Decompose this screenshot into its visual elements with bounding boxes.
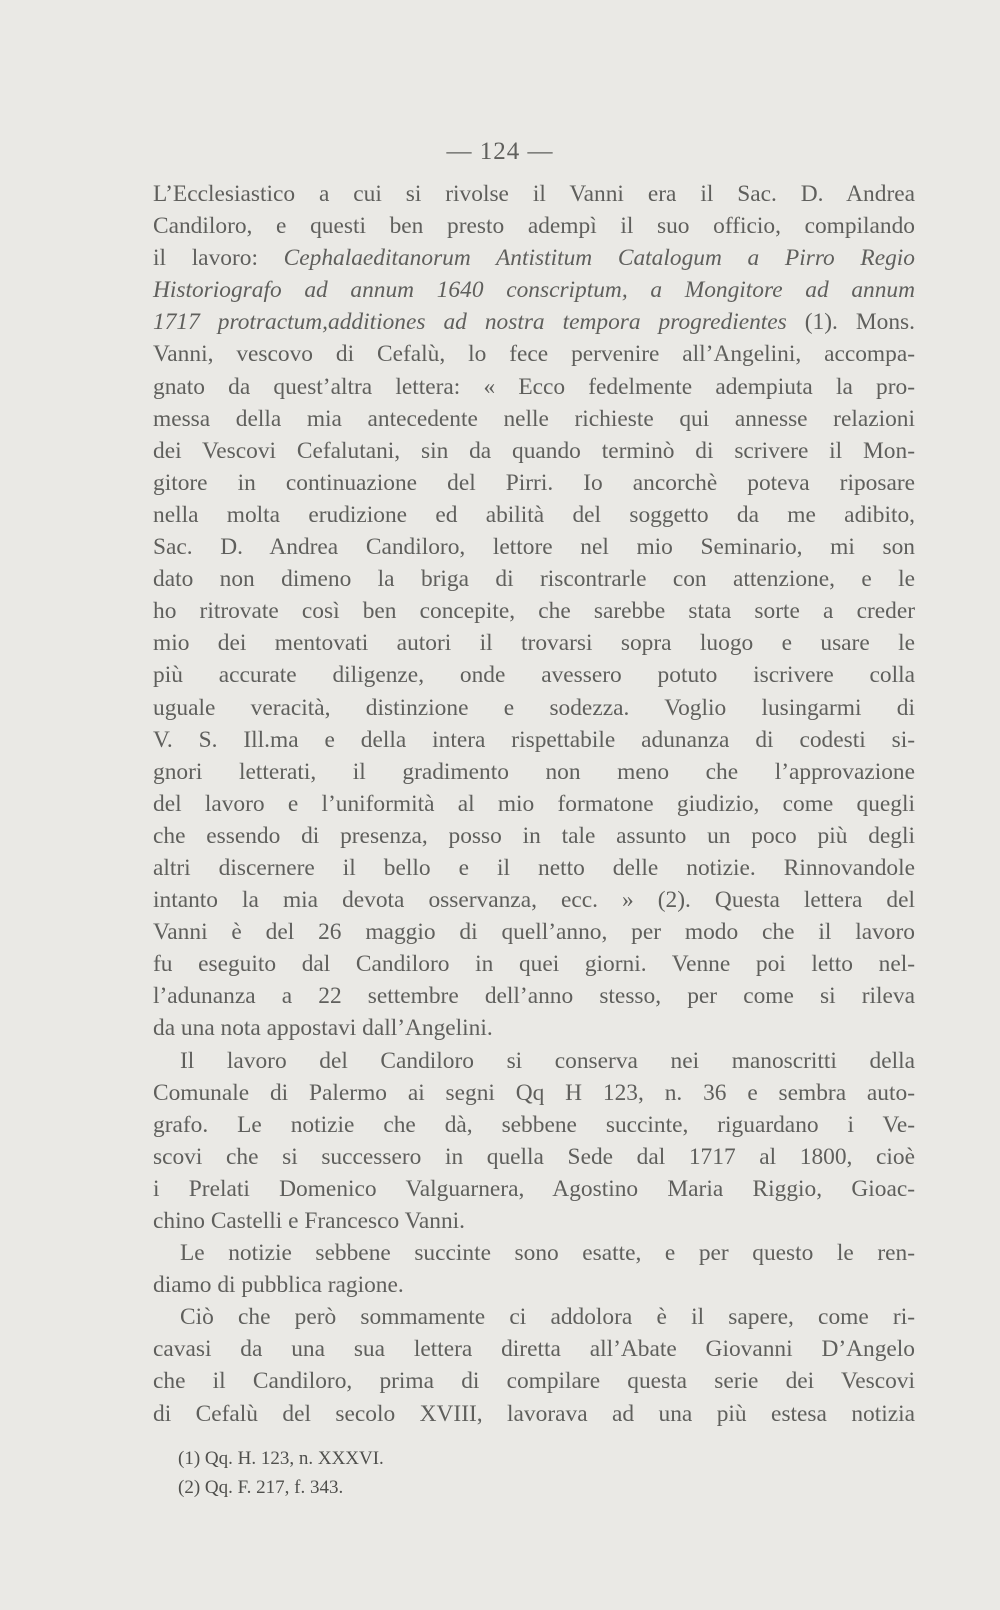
text-line: dei Vescovi Cefalutani, sin da quando terminò di scrivere il Mon- xyxy=(153,437,915,464)
text-line: che essendo di presenza, posso in tale assunto un poco più degli xyxy=(153,822,915,849)
text-line: Vanni, vescovo di Cefalù, lo fece pervenire all’Angelini, accompa- xyxy=(153,341,915,368)
text-line xyxy=(153,274,915,306)
text-segment: (1). Mons. xyxy=(786,309,915,336)
text-line: messa della mia antecedente nelle richieste qui annesse relazioni xyxy=(153,405,915,432)
italic-title-segment: Historiografo ad annum 1640 conscriptum, a Mongitore ad annum xyxy=(153,277,915,304)
text-line: che il Candiloro, prima di compilare questa serie dei Vescovi xyxy=(153,1368,915,1395)
text-line: uguale veracità, distinzione e sodezza. Voglio lusingarmi di xyxy=(153,694,915,721)
text-line: Vanni è del 26 maggio di quell’anno, per modo che il lavoro xyxy=(153,919,915,946)
text-line: fu eseguito dal Candiloro in quei giorni. Venne poi letto nel- xyxy=(153,951,915,978)
text-line: i Prelati Domenico Valguarnera, Agostino Maria Riggio, Gioac- xyxy=(153,1175,915,1202)
text-line: nella molta erudizione ed abilità del soggetto da me adibito, xyxy=(153,501,915,528)
text-line: cavasi da una sua lettera diretta all’Abate Giovanni D’Angelo xyxy=(153,1336,915,1363)
text-line: mio dei mentovati autori il trovarsi sopra luogo e usare le xyxy=(153,630,915,657)
text-segment: il lavoro: xyxy=(153,245,284,272)
text-line: Candiloro, e questi ben presto adempì il suo officio, compilando xyxy=(153,213,915,240)
text-line: L’Ecclesiastico a cui si rivolse il Vanni era il Sac. D. Andrea xyxy=(153,181,915,207)
text-line: altri discernere il bello e il netto delle notizie. Rinnovandole xyxy=(153,854,915,881)
text-line: Sac. D. Andrea Candiloro, lettore nel mio Seminario, mi son xyxy=(153,534,915,561)
text-line: da una nota appostavi dall’Angelini. xyxy=(153,1015,493,1042)
text-line: diamo di pubblica ragione. xyxy=(153,1272,404,1299)
page-number: — 124 — xyxy=(446,138,554,165)
text-line: di Cefalù del secolo XVIII, lavorava ad una più estesa notizia xyxy=(153,1400,915,1427)
italic-title-segment: 1717 protractum,additiones ad nostra tempora progredientes xyxy=(153,309,787,336)
text-line: Il lavoro del Candiloro si conserva nei manoscritti della xyxy=(180,1047,915,1074)
text-line: l’adunanza a 22 settembre dell’anno stesso, per come si rileva xyxy=(153,983,915,1010)
text-line: intanto la mia devota osservanza, ecc. » (2). Questa lettera del xyxy=(153,887,915,914)
footnote: (1) Qq. H. 123, n. XXXVI. xyxy=(178,1448,384,1469)
text-line: più accurate diligenze, onde avessero potuto iscrivere colla xyxy=(153,662,915,689)
italic-title-segment: Cephalaeditanorum Antistitum Catalogum a Pirro Regio xyxy=(283,245,915,272)
text-line: Le notizie sebbene succinte sono esatte, e per questo le ren- xyxy=(180,1240,915,1267)
text-line: del lavoro e l’uniformità al mio formatone giudizio, come quegli xyxy=(153,790,915,817)
text-line: ho ritrovate così ben concepite, che sarebbe stata sorte a creder xyxy=(153,598,915,625)
text-line: Comunale di Palermo ai segni Qq H 123, n. 36 e sembra auto- xyxy=(153,1079,915,1106)
text-line: V. S. Ill.ma e della intera rispettabile adunanza di codesti si- xyxy=(153,726,915,753)
text-line: gitore in continuazione del Pirri. Io ancorchè poteva riposare xyxy=(153,469,915,496)
body-text xyxy=(153,178,915,1430)
text-line xyxy=(153,242,915,274)
footnote: (2) Qq. F. 217, f. 343. xyxy=(178,1477,344,1498)
footnotes xyxy=(178,1444,384,1502)
text-line: grafo. Le notizie che dà, sebbene succinte, riguardano i Ve- xyxy=(153,1111,915,1138)
text-line: scovi che si successero in quella Sede dal 1717 al 1800, cioè xyxy=(153,1143,915,1170)
text-line: dato non dimeno la briga di riscontrarle con attenzione, e le xyxy=(153,566,915,593)
text-line: Ciò che però sommamente ci addolora è il sapere, come ri- xyxy=(180,1304,915,1331)
text-line: gnato da quest’altra lettera: « Ecco fedelmente adempiuta la pro- xyxy=(153,373,915,400)
text-line xyxy=(153,306,915,338)
text-line: chino Castelli e Francesco Vanni. xyxy=(153,1208,466,1234)
text-line: gnori letterati, il gradimento non meno che l’approvazione xyxy=(153,758,915,785)
